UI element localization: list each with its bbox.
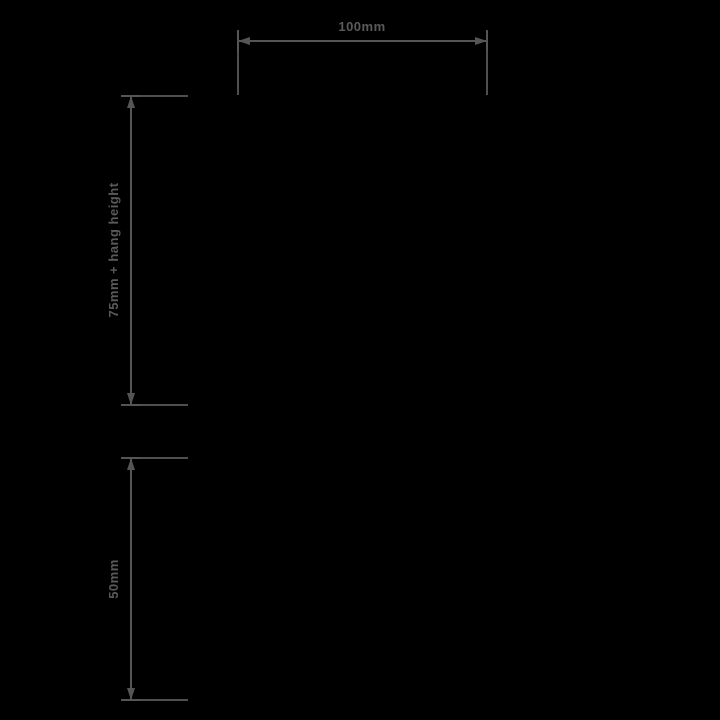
depth-dimension-label: 50mm	[106, 559, 121, 599]
width-extension-lines	[238, 30, 487, 95]
height-dimension-label: 75mm + hang height	[106, 182, 121, 318]
width-dimension-label: 100mm	[338, 19, 386, 34]
height-extension-lines	[124, 96, 188, 405]
depth-dimension-line	[121, 458, 141, 700]
depth-extension-lines	[124, 458, 188, 700]
width-dimension-line	[238, 31, 487, 51]
height-dimension-line	[121, 96, 141, 405]
